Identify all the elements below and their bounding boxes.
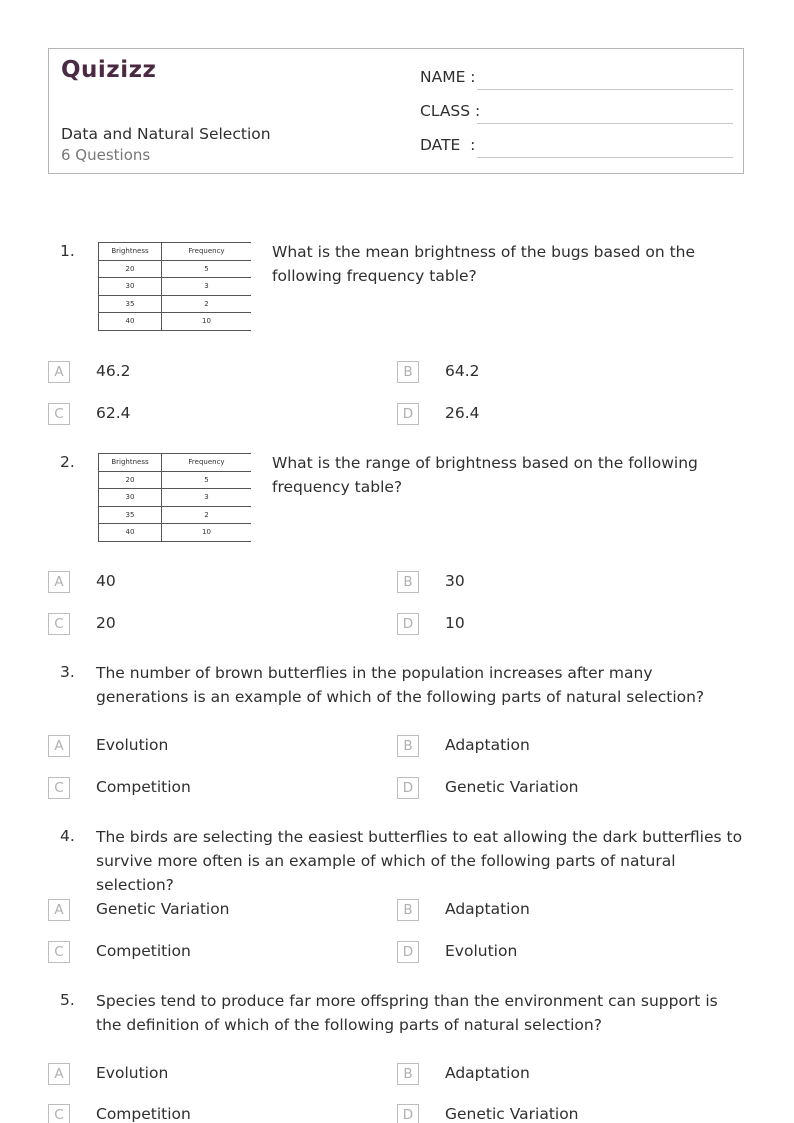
table-cell: 3 xyxy=(162,489,252,507)
table-cell: 35 xyxy=(99,295,162,313)
option-c-text: Competition xyxy=(96,778,191,796)
table-cell: 5 xyxy=(162,260,252,278)
option-d-text: 26.4 xyxy=(445,404,480,422)
option-d-text: Evolution xyxy=(445,942,518,960)
option-b-text: 30 xyxy=(445,572,465,590)
table-cell: 10 xyxy=(162,313,252,331)
option-a-box[interactable]: A xyxy=(48,1063,70,1085)
table-cell: 30 xyxy=(99,278,162,296)
option-b-box[interactable]: B xyxy=(397,571,419,593)
frequency-table xyxy=(98,242,251,331)
question-number: 5. xyxy=(60,991,75,1009)
table-cell: 30 xyxy=(99,489,162,507)
name-label: NAME : xyxy=(420,68,476,86)
option-c-text: 20 xyxy=(96,614,116,632)
option-b-box[interactable]: B xyxy=(397,735,419,757)
option-a-text: 46.2 xyxy=(96,362,131,380)
table-cell: 10 xyxy=(162,524,252,542)
table-cell: 35 xyxy=(99,506,162,524)
question-number: 3. xyxy=(60,663,75,681)
question-number: 4. xyxy=(60,827,75,845)
option-c-text: 62.4 xyxy=(96,404,131,422)
option-a-box[interactable]: A xyxy=(48,735,70,757)
option-a-text: Evolution xyxy=(96,1064,169,1082)
date-line[interactable] xyxy=(477,157,733,158)
table-cell: 40 xyxy=(99,524,162,542)
option-a-text: Evolution xyxy=(96,736,169,754)
table-cell: 40 xyxy=(99,313,162,331)
option-c-box[interactable]: C xyxy=(48,403,70,425)
option-b-text: Adaptation xyxy=(445,900,530,918)
option-d-box[interactable]: D xyxy=(397,777,419,799)
option-b-box[interactable]: B xyxy=(397,361,419,383)
option-b-text: 64.2 xyxy=(445,362,480,380)
option-d-box[interactable]: D xyxy=(397,941,419,963)
question-text: Species tend to produce far more offspring than the environment can support is the definition of which of the following parts of natural selection? xyxy=(96,992,718,1034)
table-header: Brightness xyxy=(99,454,162,472)
worksheet-title: Data and Natural Selection xyxy=(61,125,271,143)
option-a-text: Genetic Variation xyxy=(96,900,230,918)
option-d-text: Genetic Variation xyxy=(445,1105,579,1123)
option-c-box[interactable]: C xyxy=(48,1104,70,1123)
table-cell: 3 xyxy=(162,278,252,296)
option-d-text: 10 xyxy=(445,614,465,632)
frequency-table xyxy=(98,453,251,542)
option-c-text: Competition xyxy=(96,942,191,960)
option-d-box[interactable]: D xyxy=(397,613,419,635)
option-c-box[interactable]: C xyxy=(48,941,70,963)
class-label: CLASS : xyxy=(420,102,481,120)
class-line[interactable] xyxy=(477,123,733,124)
option-b-text: Adaptation xyxy=(445,1064,530,1082)
worksheet-header xyxy=(48,48,744,174)
option-d-box[interactable]: D xyxy=(397,1104,419,1123)
option-d-text: Genetic Variation xyxy=(445,778,579,796)
option-c-box[interactable]: C xyxy=(48,777,70,799)
table-cell: 20 xyxy=(99,471,162,489)
table-cell: 2 xyxy=(162,506,252,524)
option-a-box[interactable]: A xyxy=(48,361,70,383)
option-a-box[interactable]: A xyxy=(48,571,70,593)
quizizz-logo: Quizizz xyxy=(61,57,157,83)
option-c-box[interactable]: C xyxy=(48,613,70,635)
table-cell: 2 xyxy=(162,295,252,313)
table-header: Frequency xyxy=(162,454,252,472)
option-d-box[interactable]: D xyxy=(397,403,419,425)
table-cell: 20 xyxy=(99,260,162,278)
table-header: Frequency xyxy=(162,243,252,261)
option-b-box[interactable]: B xyxy=(397,1063,419,1085)
option-b-text: Adaptation xyxy=(445,736,530,754)
question-text: The number of brown butterflies in the population increases after many generations is an example of which of the following parts of natural selection? xyxy=(96,664,705,706)
question-number: 2. xyxy=(60,453,75,471)
name-line[interactable] xyxy=(477,89,733,90)
question-count: 6 Questions xyxy=(61,146,151,164)
date-label: DATE : xyxy=(420,136,476,154)
table-cell: 5 xyxy=(162,471,252,489)
option-c-text: Competition xyxy=(96,1105,191,1123)
question-text: What is the mean brightness of the bugs based on the following frequency table? xyxy=(272,243,696,285)
table-header: Brightness xyxy=(99,243,162,261)
option-a-box[interactable]: A xyxy=(48,899,70,921)
question-number: 1. xyxy=(60,242,75,260)
option-b-box[interactable]: B xyxy=(397,899,419,921)
question-text: What is the range of brightness based on the following frequency table? xyxy=(272,454,698,496)
question-text: The birds are selecting the easiest butterflies to eat allowing the dark butterflies to survive more often is an example of which of the following parts of natural selection? xyxy=(96,828,743,894)
option-a-text: 40 xyxy=(96,572,116,590)
